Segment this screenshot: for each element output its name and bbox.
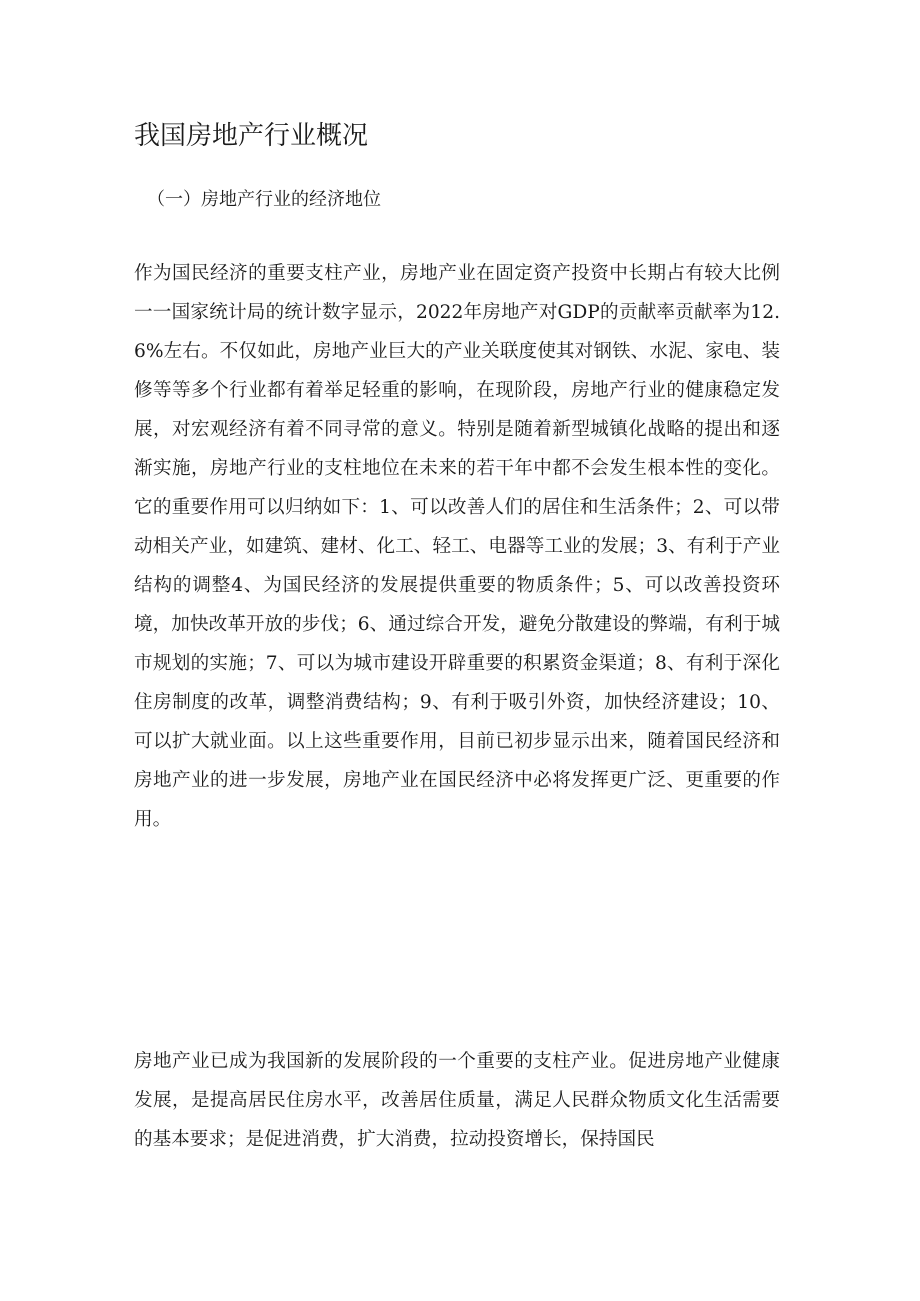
section-heading: （一）房地产行业的经济地位 (147, 189, 381, 210)
body-paragraph: 房地产业已成为我国新的发展阶段的一个重要的支柱产业。促进房地产业健康发展，是提高居民住房水平，改善居住质量，满足人民群众物质文化生活需要的基本要求；是促进消费，扩大消费，拉动投资增长，保持国民 (134, 1051, 780, 1150)
document-title: 我国房地产行业概况 (134, 121, 369, 151)
body-paragraph: 作为国民经济的重要支柱产业，房地产业在固定资产投资中长期占有较大比例一一国家统计局的统计数字显示，2022年房地产对GDP的贡献率贡献率为12.6%左右。不仅如此，房地产业巨大的产业关联度使其对钢铁、水泥、家电、装修等等多个行业都有着举足轻重的影响，在现阶段，房地产行业的健康稳定发展，对宏观经济有着不同寻常的意义。特别是随着新型城镇化战略的提出和逐渐实施，房地产行业的支柱地位在未来的若干年中都不会发生根本性的变化。它的重要作用可以归纳如下：1、可以改善人们的居住和生活条件；2、可以带动相关产业，如建筑、建材、化工、轻工、电器等工业的发展；3、有利于产业结构的调整4、为国民经济的发展提供重要的物质条件；5、可以改善投资环境，加快改革开放的步伐；6、通过综合开发，避免分散建设的弊端，有利于城市规划的实施；7、可以为城市建设开辟重要的积累资金渠道；8、有利于深化住房制度的改革，调整消费结构；9、有利于吸引外资，加快经济建设；10、可以扩大就业面。以上这些重要作用，目前已初步显示出来，随着国民经济和房地产业的进一步发展，房地产业在国民经济中必将发挥更广泛、更重要的作用。 (134, 263, 780, 830)
